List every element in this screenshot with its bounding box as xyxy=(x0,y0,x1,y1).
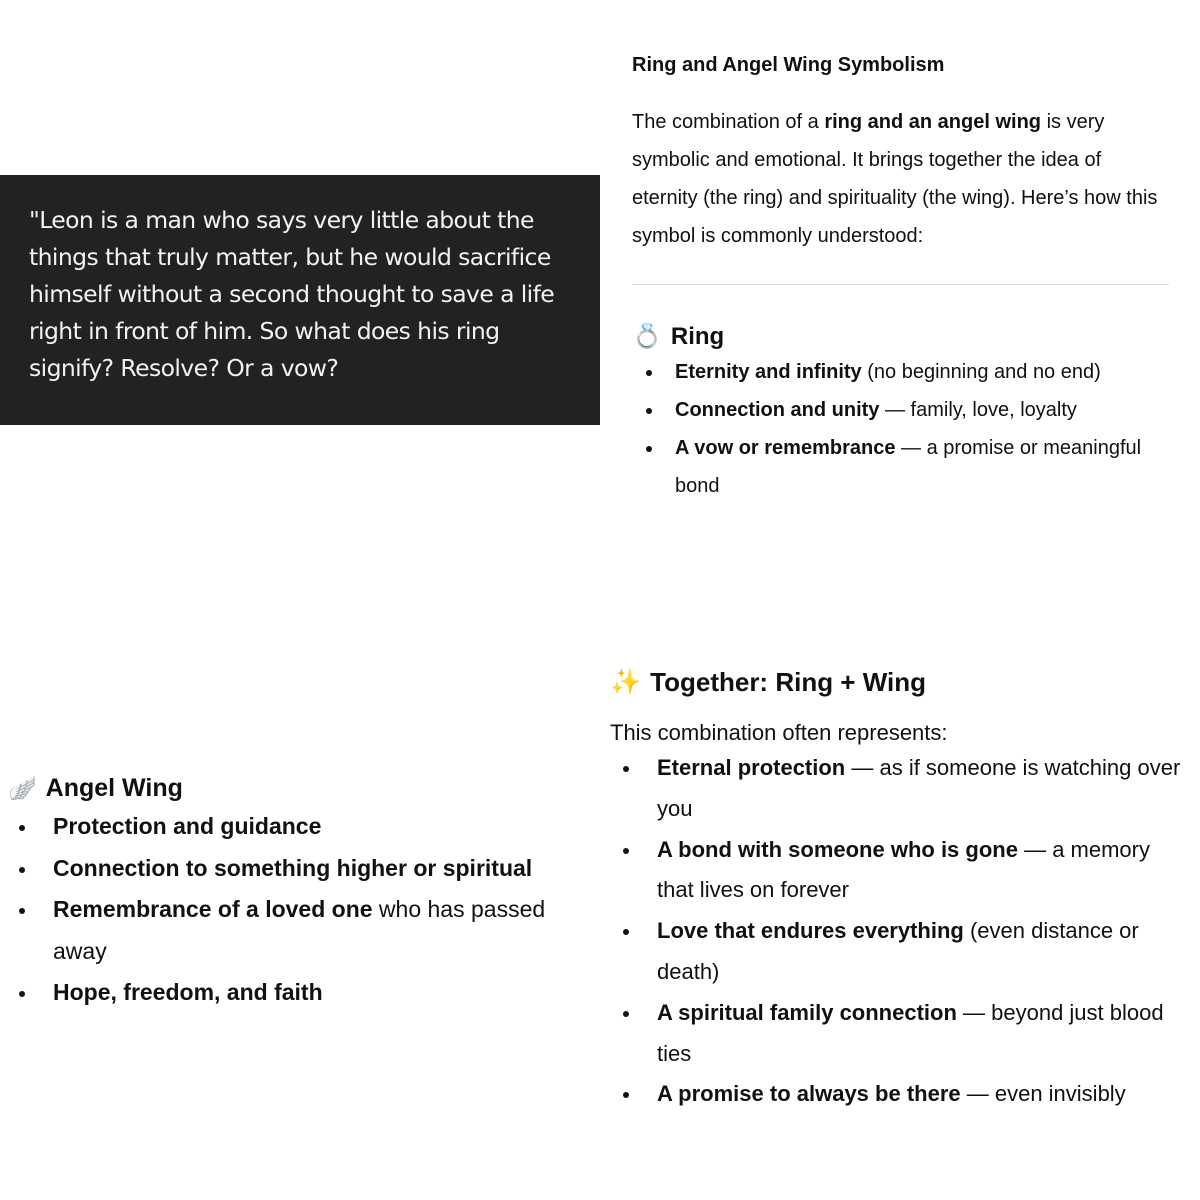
list-item xyxy=(8,806,588,848)
quote-box xyxy=(0,175,600,425)
together-panel xyxy=(610,664,1185,1115)
intro-bold: ring and an angel wing xyxy=(824,111,1042,133)
item-rest: (even distance or death) xyxy=(657,918,1139,984)
item-rest: — family, love, loyalty xyxy=(879,399,1077,421)
ring-icon: 💍 xyxy=(632,323,662,350)
item-rest: — beyond just blood ties xyxy=(657,999,1164,1066)
angel-wing-heading xyxy=(8,770,588,806)
list-item xyxy=(632,353,1172,391)
item-bold: Protection and guidance xyxy=(53,813,322,839)
list-item xyxy=(632,391,1172,429)
divider xyxy=(632,284,1169,285)
item-bold: Remembrance of a loved one xyxy=(53,896,373,922)
item-rest: who has passed away xyxy=(53,896,546,964)
bullet-icon xyxy=(19,991,25,997)
intro-before: The combination of a xyxy=(632,111,825,133)
list-item xyxy=(610,748,1185,830)
bullet-icon xyxy=(19,908,25,914)
together-heading xyxy=(610,664,1185,700)
list-item xyxy=(8,889,588,972)
list-item xyxy=(632,429,1172,505)
ring-panel xyxy=(632,50,1172,505)
ring-heading xyxy=(632,321,1172,353)
item-rest: — a promise or meaningful bond xyxy=(675,437,1142,497)
item-bold: A bond with someone who is gone xyxy=(657,836,1018,862)
item-bold: Hope, freedom, and faith xyxy=(53,979,323,1005)
bullet-icon xyxy=(646,408,652,414)
bullet-icon xyxy=(623,929,629,935)
list-item xyxy=(8,972,588,1014)
item-bold: Connection to something higher or spiritual xyxy=(53,854,533,881)
panel-title: Ring and Angel Wing Symbolism xyxy=(632,54,945,76)
bullet-icon xyxy=(646,370,652,376)
bullet-icon xyxy=(623,848,629,854)
together-list xyxy=(610,748,1185,1115)
angel-wing-panel xyxy=(8,770,588,1014)
intro-paragraph xyxy=(632,103,1172,255)
list-item xyxy=(610,993,1185,1075)
sparkles-icon: ✨ xyxy=(610,667,642,696)
bullet-icon xyxy=(19,825,25,831)
ring-list xyxy=(632,353,1172,505)
item-rest: (no beginning and no end) xyxy=(861,361,1101,383)
item-bold: Eternity and infinity xyxy=(675,361,862,383)
item-rest: — a memory that lives on forever xyxy=(657,836,1150,903)
quote-text: "Leon is a man who says very little about the things that truly matter, but he would sacrifice himself without a second thought to save a life right in front of him. So what does his ring signify? Resolve? Or a vow? xyxy=(29,206,555,382)
item-bold: A spiritual family connection xyxy=(657,999,957,1025)
bullet-icon xyxy=(19,867,25,873)
bullet-icon xyxy=(623,1011,629,1017)
item-rest: — even invisibly xyxy=(960,1081,1126,1107)
item-rest: — as if someone is watching over you xyxy=(657,755,1181,821)
angel-wing-heading-label: Angel Wing xyxy=(45,773,183,802)
item-bold: Eternal protection xyxy=(657,755,846,780)
wing-icon: 🪽 xyxy=(8,774,37,801)
angel-wing-list xyxy=(8,806,588,1014)
item-bold: Love that endures everything xyxy=(657,918,964,944)
list-item xyxy=(8,848,588,890)
item-bold: Connection and unity xyxy=(675,399,880,421)
ring-heading-label: Ring xyxy=(670,323,725,350)
item-bold: A vow or remembrance xyxy=(675,437,896,459)
list-item xyxy=(610,1074,1185,1115)
list-item xyxy=(610,830,1185,912)
bullet-icon xyxy=(646,446,652,452)
intro-after: is very symbolic and emotional. It brings together the idea of eternity (the ring) and spirituality (the wing). Here’s how this symbol is commonly understood: xyxy=(632,111,1158,247)
together-heading-label: Together: Ring + Wing xyxy=(650,666,927,697)
item-bold: A promise to always be there xyxy=(657,1081,961,1107)
bullet-icon xyxy=(623,1092,629,1098)
list-item xyxy=(610,911,1185,993)
bullet-icon xyxy=(623,766,629,772)
together-subtitle: This combination often represents: xyxy=(610,720,948,745)
